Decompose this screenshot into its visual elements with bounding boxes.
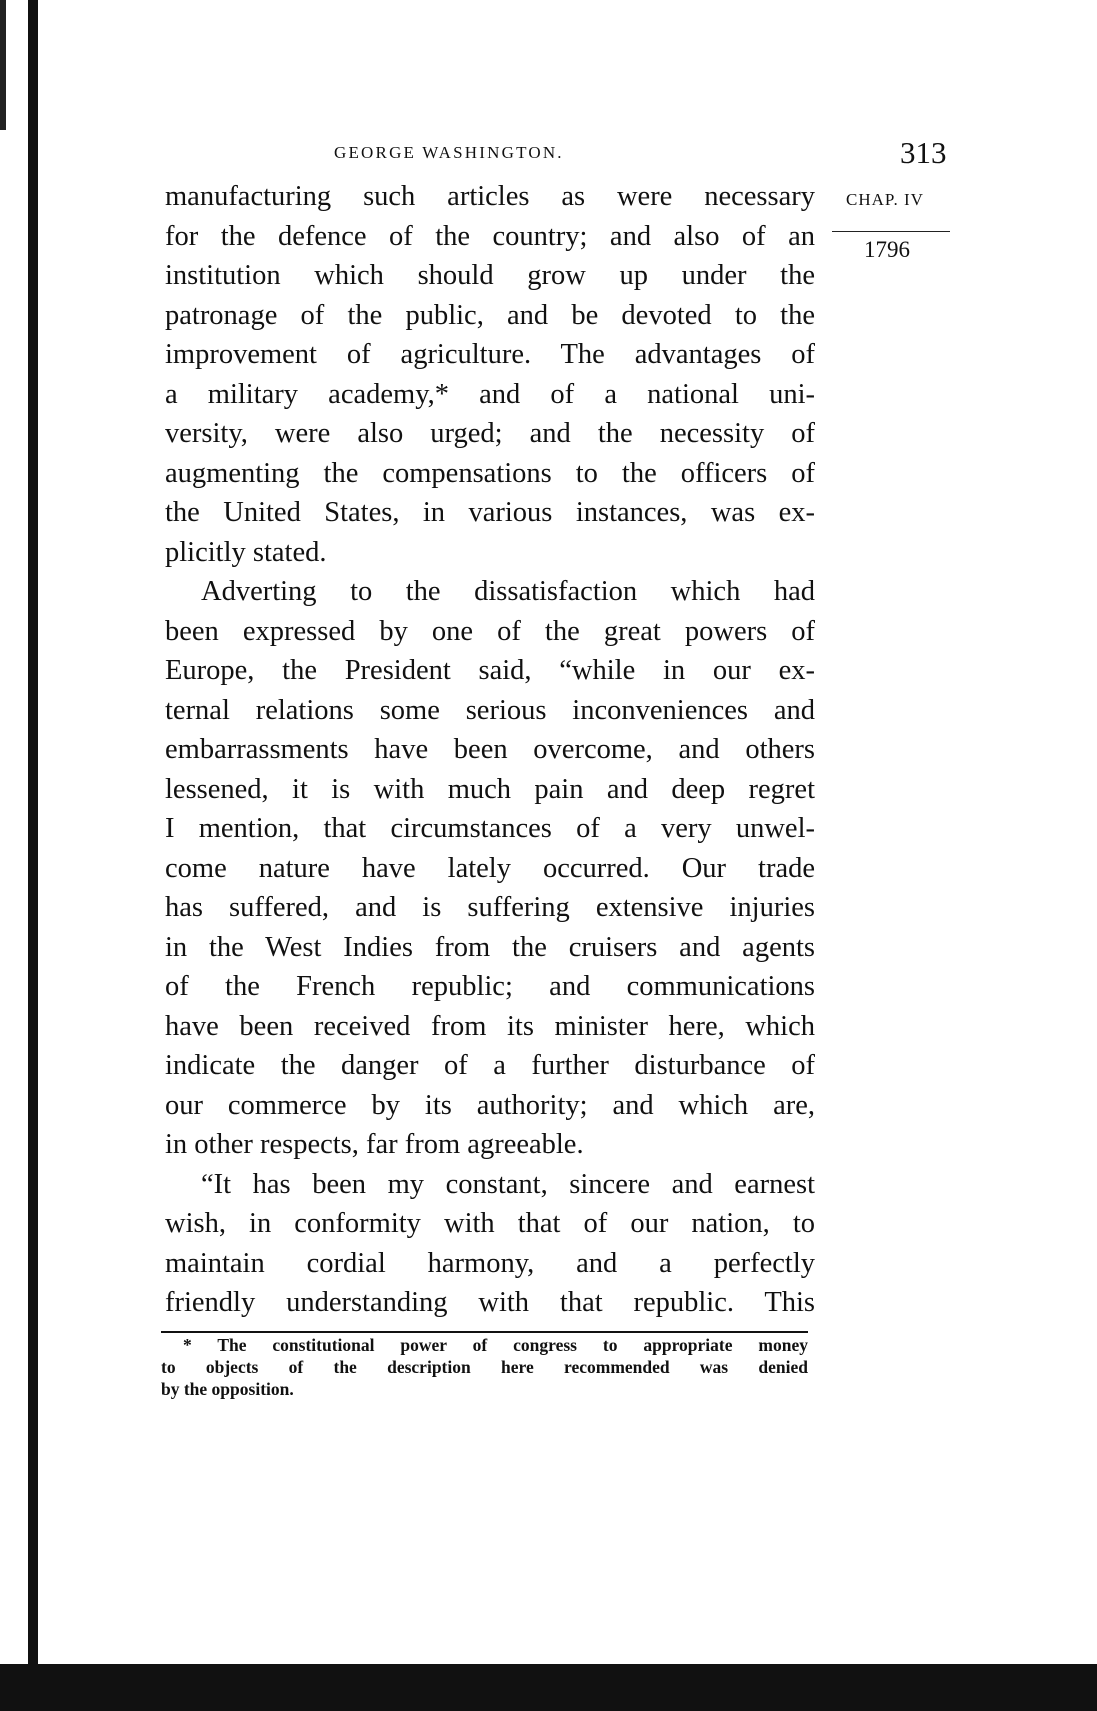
margin-rule (832, 231, 950, 232)
text-line: “It has been my constant, sincere and earnest (201, 1168, 815, 1200)
text-line: a military academy,* and of a national uni- (165, 378, 815, 410)
text-line: have been received from its minister here, which (165, 1010, 815, 1042)
text-line: I mention, that circumstances of a very unwel- (165, 813, 815, 844)
margin-chapter: CHAP. IV (846, 190, 924, 209)
text-line: of the French republic; and communications (165, 971, 815, 1002)
text-line: Adverting to the dissatisfaction which had (201, 576, 815, 607)
text-line: patronage of the public, and be devoted to the (165, 299, 815, 331)
text-line: manufacturing such articles as were necessary (165, 181, 815, 212)
margin-year: 1796 (864, 237, 910, 262)
text-line: the United States, in various instances, was ex- (165, 497, 815, 528)
text-line: in other respects, far from agreeable. (165, 1129, 584, 1160)
text-line: institution which should grow up under the (165, 260, 815, 291)
text-line: wish, in conformity with that of our nation, to (165, 1208, 815, 1239)
footnote-line: * The constitutional power of congress to appropriate money (183, 1335, 808, 1355)
page-binding-edge (0, 0, 40, 1711)
body-text (165, 177, 815, 1323)
text-line: lessened, it is with much pain and deep regret (165, 773, 815, 805)
text-line: in the West Indies from the cruisers and agents (165, 931, 815, 963)
text-line: Europe, the President said, “while in our ex- (165, 655, 815, 686)
text-line: maintain cordial harmony, and a perfectly (165, 1247, 815, 1279)
text-line: has suffered, and is suffering extensive injuries (165, 892, 815, 923)
text-line: augmenting the compensations to the officers of (165, 457, 815, 489)
page-number: 313 (900, 135, 947, 170)
text-line: friendly understanding with that republic. This (165, 1287, 815, 1318)
text-line: ternal relations some serious inconveniences and (165, 694, 815, 726)
footnote-line: to objects of the description here recommended was denied (161, 1357, 808, 1377)
text-line: versity, were also urged; and the necessity of (165, 418, 815, 449)
footnote-rule (161, 1331, 808, 1333)
text-line: for the defence of the country; and also of an (165, 220, 815, 252)
running-head: GEORGE WASHINGTON. (334, 143, 564, 162)
text-line: our commerce by its authority; and which are, (165, 1089, 815, 1121)
text-line: plicitly stated. (165, 536, 327, 568)
footnote-line: by the opposition. (161, 1379, 294, 1399)
scan-bottom-edge (0, 1664, 1097, 1711)
text-line: embarrassments have been overcome, and others (165, 734, 815, 765)
text-line: indicate the danger of a further disturbance of (165, 1050, 815, 1081)
text-line: come nature have lately occurred. Our trade (165, 852, 815, 884)
text-line: been expressed by one of the great powers of (165, 615, 815, 647)
footnote (161, 1334, 808, 1400)
text-line: improvement of agriculture. The advantages of (165, 339, 815, 370)
